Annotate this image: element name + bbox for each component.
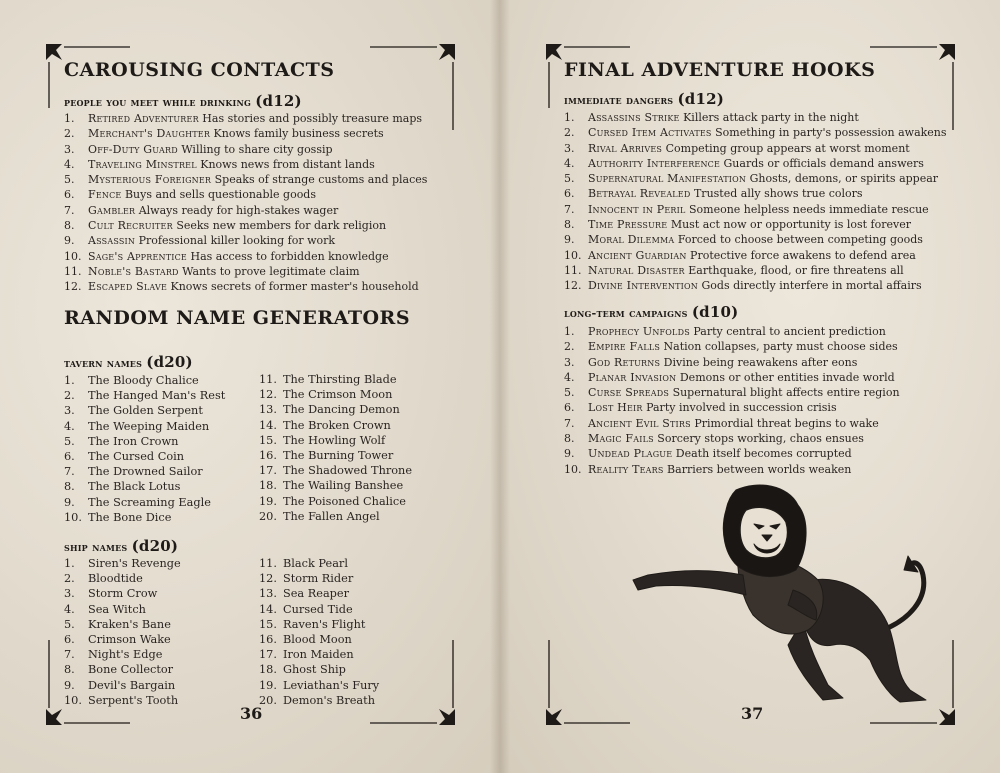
section-title-names: RANDOM NAME GENERATORS [64,307,411,329]
list-item: 12. Storm Rider [259,572,354,586]
list-item: 8. Bone Collector [64,663,174,677]
list-item: 2. Merchant's Daughter Knows family business secrets [64,127,384,141]
list-item: 11. The Thirsting Blade [259,373,397,386]
die-label: (d12) [255,92,302,110]
list-item: 1. Prophecy Unfolds Party central to ancient prediction [564,325,886,338]
campaigns-list [564,324,964,477]
contacts-list [64,111,464,295]
list-item: 2. Bloodtide [64,572,143,586]
list-item: 5. Kraken's Bane [64,617,171,631]
section-heading-tavern [64,353,193,371]
section-heading-contacts [64,92,302,110]
section-heading-campaigns [564,303,738,321]
list-item: 4. Traveling Minstrel Knows news from distant lands [64,157,375,171]
list-item: 13. Sea Reaper [259,587,349,601]
die-label: (d12) [677,90,725,108]
list-item: 15. The Howling Wolf [259,433,386,447]
list-item: 3. Off-Duty Guard Willing to share city gossip [64,142,333,156]
list-item: 14. The Broken Crown [259,418,391,432]
list-item: 7. The Drowned Sailor [64,465,203,479]
list-item: 1. Retired Adventurer Has stories and possibly treasure maps [64,112,423,125]
heading-text: people you meet while drinking [64,95,251,109]
list-item: 4. Authority Interference Guards or officials demand answers [564,156,924,170]
list-item: 8. Cult Recruiter Seeks new members for dark religion [64,219,387,233]
list-item: 1. Siren's Revenge [64,557,181,570]
list-item: 10. Reality Tears Barriers between worlds weaken [564,462,852,476]
tavern-names-col1 [64,373,254,525]
list-item: 19. The Poisoned Chalice [259,494,406,508]
page-title: CAROUSING CONTACTS [64,59,335,81]
heading-text: immediate dangers [564,93,674,107]
list-item: 5. Mysterious Foreigner Speaks of strange customs and places [64,173,428,187]
list-item: 3. The Golden Serpent [64,404,203,418]
list-item: 5. Supernatural Manifestation Ghosts, demons, or spirits appear [564,172,939,186]
ship-names-col1 [64,556,254,708]
list-item: 18. Ghost Ship [259,663,346,677]
list-item: 7. Ancient Evil Stirs Primordial threat begins to wake [564,416,879,430]
list-item: 1. The Bloody Chalice [64,374,199,387]
list-item: 8. The Black Lotus [64,480,181,494]
list-item: 10. The Bone Dice [64,510,172,524]
die-label: (d20) [146,353,193,371]
list-item: 16. Blood Moon [259,632,352,646]
list-item: 6. Betrayal Revealed Trusted ally shows true colors [564,187,863,201]
list-item: 20. Demon's Breath [259,693,375,707]
book-gutter [490,0,510,773]
heading-text: ship names [64,540,128,554]
list-item: 17. The Shadowed Throne [259,464,413,478]
list-item: 6. Crimson Wake [64,632,171,646]
list-item: 11. Noble's Bastard Wants to prove legitimate claim [64,264,360,278]
list-item: 2. Cursed Item Activates Something in party's possession awakens [564,126,947,140]
list-item: 10. Ancient Guardian Protective force awakens to defend area [564,248,916,262]
die-label: (d10) [691,303,739,321]
list-item: 7. Night's Edge [64,648,163,662]
list-item: 3. Storm Crow [64,587,158,601]
list-item: 20. The Fallen Angel [259,509,380,523]
ship-names-col2 [259,556,459,708]
list-item: 19. Leviathan's Fury [259,678,380,692]
list-item: 12. The Crimson Moon [259,388,393,402]
list-item: 18. The Wailing Banshee [259,479,404,493]
list-item: 6. The Cursed Coin [64,449,185,463]
lion-icon [628,480,948,710]
dangers-list [564,110,964,294]
heading-text: tavern names [64,356,143,370]
list-item: 4. The Weeping Maiden [64,419,210,433]
right-page [500,0,1000,773]
list-item: 6. Fence Buys and sells questionable goods [64,188,316,202]
list-item: 10. Sage's Apprentice Has access to forbidden knowledge [64,249,389,263]
list-item: 6. Lost Heir Party involved in succession crisis [564,401,837,415]
list-item: 9. Moral Dilemma Forced to choose between competing goods [564,233,923,247]
list-item: 11. Natural Disaster Earthquake, flood, or fire threatens all [564,263,904,277]
die-label: (d20) [131,537,179,555]
list-item: 8. Time Pressure Must act now or opportunity is lost forever [564,218,912,232]
list-item: 5. Curse Spreads Supernatural blight affects entire region [564,386,900,400]
list-item: 9. Devil's Bargain [64,678,176,692]
list-item: 11. Black Pearl [259,557,348,570]
section-heading-dangers [564,90,724,108]
list-item: 10. Serpent's Tooth [64,693,179,707]
list-item: 12. Divine Intervention Gods directly interfere in mortal affairs [564,279,922,293]
list-item: 1. Assassins Strike Killers attack party in the night [564,111,859,124]
tavern-names-col2 [259,372,459,524]
list-item: 4. Sea Witch [64,602,146,616]
list-item: 14. Cursed Tide [259,602,353,616]
list-item: 3. Rival Arrives Competing group appears at worst moment [564,141,910,155]
list-item: 5. The Iron Crown [64,434,179,448]
list-item: 2. The Hanged Man's Rest [64,389,226,403]
list-item: 12. Escaped Slave Knows secrets of former master's household [64,280,419,294]
page-number: 36 [240,704,263,723]
page-number: 37 [741,704,764,723]
heading-text: long-term campaigns [564,306,688,320]
list-item: 17. Iron Maiden [259,648,354,662]
list-item: 9. Assassin Professional killer looking for work [64,234,336,248]
list-item: 2. Empire Falls Nation collapses, party must choose sides [564,340,898,354]
list-item: 7. Gambler Always ready for high-stakes wager [64,203,339,217]
list-item: 16. The Burning Tower [259,448,394,462]
list-item: 3. God Returns Divine being reawakens after eons [564,355,858,369]
list-item: 7. Innocent in Peril Someone helpless needs immediate rescue [564,202,929,216]
list-item: 9. Undead Plague Death itself becomes corrupted [564,447,852,461]
section-heading-ship [64,537,178,555]
list-item: 4. Planar Invasion Demons or other entities invade world [564,370,895,384]
list-item: 15. Raven's Flight [259,617,366,631]
list-item: 8. Magic Fails Sorcery stops working, chaos ensues [564,432,864,446]
list-item: 13. The Dancing Demon [259,403,400,417]
page-title: FINAL ADVENTURE HOOKS [564,59,876,81]
list-item: 9. The Screaming Eagle [64,495,211,509]
